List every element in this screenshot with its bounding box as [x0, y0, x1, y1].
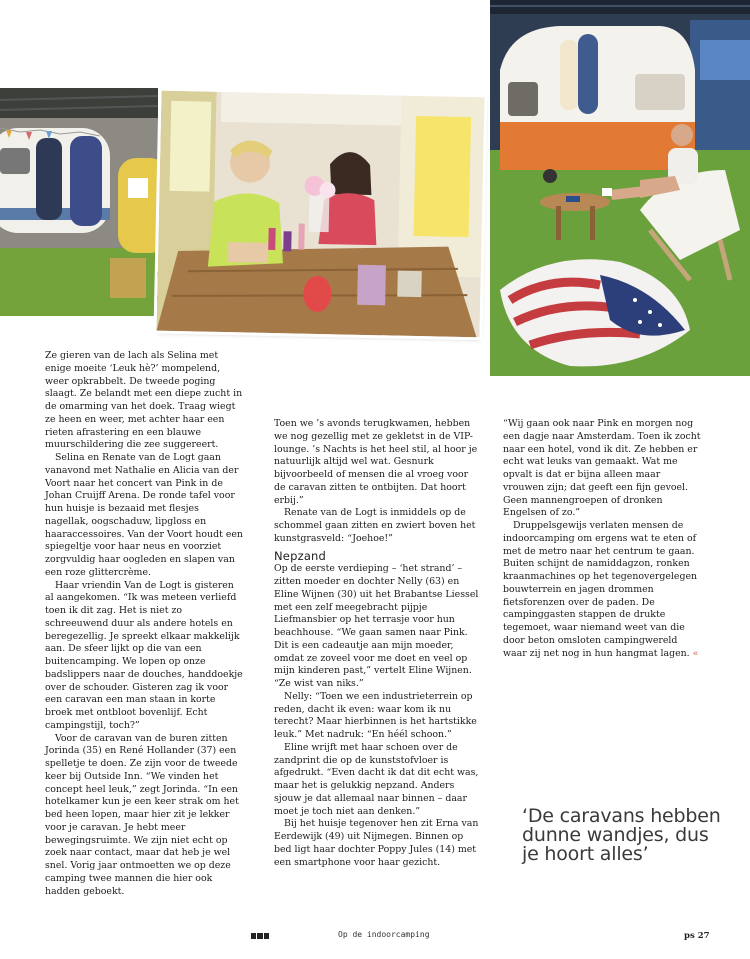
- paragraph: Nelly: “Toen we een industrieterrein op reden, dacht ik even: waar kom ik nu terecht? Maar hierbinnen is het hartstikke leuk.” Met nadruk: “En héél schoon.”: [274, 690, 477, 740]
- page-number: ps 27: [684, 931, 710, 941]
- subheading: Nepzand: [274, 548, 327, 563]
- paragraph: Ze gieren van de lach als Selina met enige moeite ‘Leuk hè?’ mompelend, weer opkrabbelt. De tweede poging slaagt. Ze belandt met een diepe zucht in de omarming van het doek. Traag wiegt ze heen en weer, met achter haar een rieten afrastering en een blauwe muurschildering die zee suggereert.: [45, 350, 243, 451]
- paragraph: Toen we ’s avonds terugkwamen, hebben we nog gezellig met ze gekletst in de VIP-lounge. ’s Nachts is het heel stil, al hoor je natuurlijk altijd wel wat. Gesnurk bijvoorbeeld of mensen die al vroeg voor de caravan zitten te ontbijten. Dat hoort erbij.”: [274, 418, 478, 506]
- footer-section-title: Op de indoorcamping: [338, 930, 430, 939]
- paragraph: “Wij gaan ook naar Pink en morgen nog een dagje naar Amsterdam. Toen ik zocht naar een hotel, vond ik dit. Ze hebben er echt wat leuks van gemaakt. Wat me opvalt is dat er bijna alleen maar vrouwen zijn; dat geeft een fijn gevoel. Geen mannengroepen of dronken Engelsen of zo.”: [503, 418, 701, 519]
- text-column-3: [503, 418, 703, 660]
- paragraph-text: Druppelsgewijs verlaten mensen de indoorcamping om ergens wat te eten of met de metro naar het centrum te gaan. Buiten schijnt de namiddagzon, ronken kraanmachines op het tegenovergelegen bouwterrein en jagen drommen fietsforenzen over de paden. De campinggasten stappen de drukte tegemoet, waar niemand weet van die door beton omsloten campingwereld waar zij net nog in hun hangmat lagen.: [503, 520, 698, 659]
- text-column-1: [45, 350, 245, 898]
- photo-man-chair-caravan: [490, 0, 750, 376]
- footer-bar-icon: [251, 933, 269, 939]
- paragraph: Haar vriendin Van de Logt is gisteren al aangekomen. “Ik was meteen verliefd toen ik dit zag. Het is niet zo schreeuwend duur als andere hotels en beregezellig. Je spreekt elkaar makkelijk aan. De sfeer lijkt op die van een buitencamping. We lopen op onze badslippers naar de douches, handdoekje over de schouder. Gisteren zag ik voor een caravan een man staan in korte broek met ontbloot bovenlijf. Echt campingstijl, toch?”: [45, 579, 243, 731]
- paragraph: Voor de caravan van de buren zitten Jorinda (35) en René Hollander (37) een spelletje te doen. Ze zijn voor de tweede keer bij Outside Inn. “We vinden het concept heel leuk,” zegt Jorinda. “In een hotelkamer kun je een keer strak om het bed heen lopen, maar hier zit je lekker voor je caravan. Je hebt meer bewegingsruimte. We zijn niet echt op zoek naar contact, maar dat heb je wel snel. Vorig jaar ontmoetten we op deze camping twee mannen die hier ook hadden geboekt.: [45, 732, 239, 897]
- paragraph: Op de eerste verdieping – ‘het strand’ – zitten moeder en dochter Nelly (63) en Eline Wijnen (30) uit het Brabantse Liessel met een zelf meegebracht pijpje Liefmansbier op het terrasje voor hun beachhouse. “We gaan samen naar Pink. Dit is een cadeautje aan mijn moeder, omdat ze zoveel voor me doet en veel op mijn kinderen past,” vertelt Eline Wijnen. “Ze wist van niks.”: [274, 563, 479, 689]
- text-column-2: [274, 418, 480, 869]
- paragraph: [503, 520, 703, 660]
- end-mark-icon: «: [692, 647, 699, 659]
- photo-caravans-left: [0, 88, 158, 316]
- pull-quote: ‘De caravans hebben dunne wandjes, dus je hoort alles’: [522, 805, 721, 865]
- paragraph: Selina en Renate van de Logt gaan vanavond met Nathalie en Alicia van der Voort naar het concert van Pink in de Johan Cruijff Arena. De ronde tafel voor hun huisje is bezaaid met flesjes nagellak, oogschaduw, lipgloss en haaraccessoires. Van der Voort houdt een spiegeltje voor haar neus en voorziet zorgvuldig haar oogleden en slapen van een roze glittercrème.: [45, 452, 243, 578]
- paragraph: Eline wrijft met haar schoen over de zandprint die op de kunststofvloer is afgedrukt. “Even dacht ik dat dit echt was, maar het is gelukkig nepzand. Anders sjouw je dat allemaal naar binnen – daar moet je toch niet aan denken.”: [274, 741, 479, 817]
- paragraph: Renate van de Logt is inmiddels op de schommel gaan zitten en zwiert boven het kunstgrasveld: “Joehoe!”: [274, 507, 476, 544]
- paragraph: Bij het huisje tegenover hen zit Erna van Eerdewijk (49) uit Nijmegen. Binnen op bed ligt haar dochter Poppy Jules (14) met een smartphone voor haar gezicht.: [274, 818, 479, 868]
- photo-women-table: [157, 91, 485, 338]
